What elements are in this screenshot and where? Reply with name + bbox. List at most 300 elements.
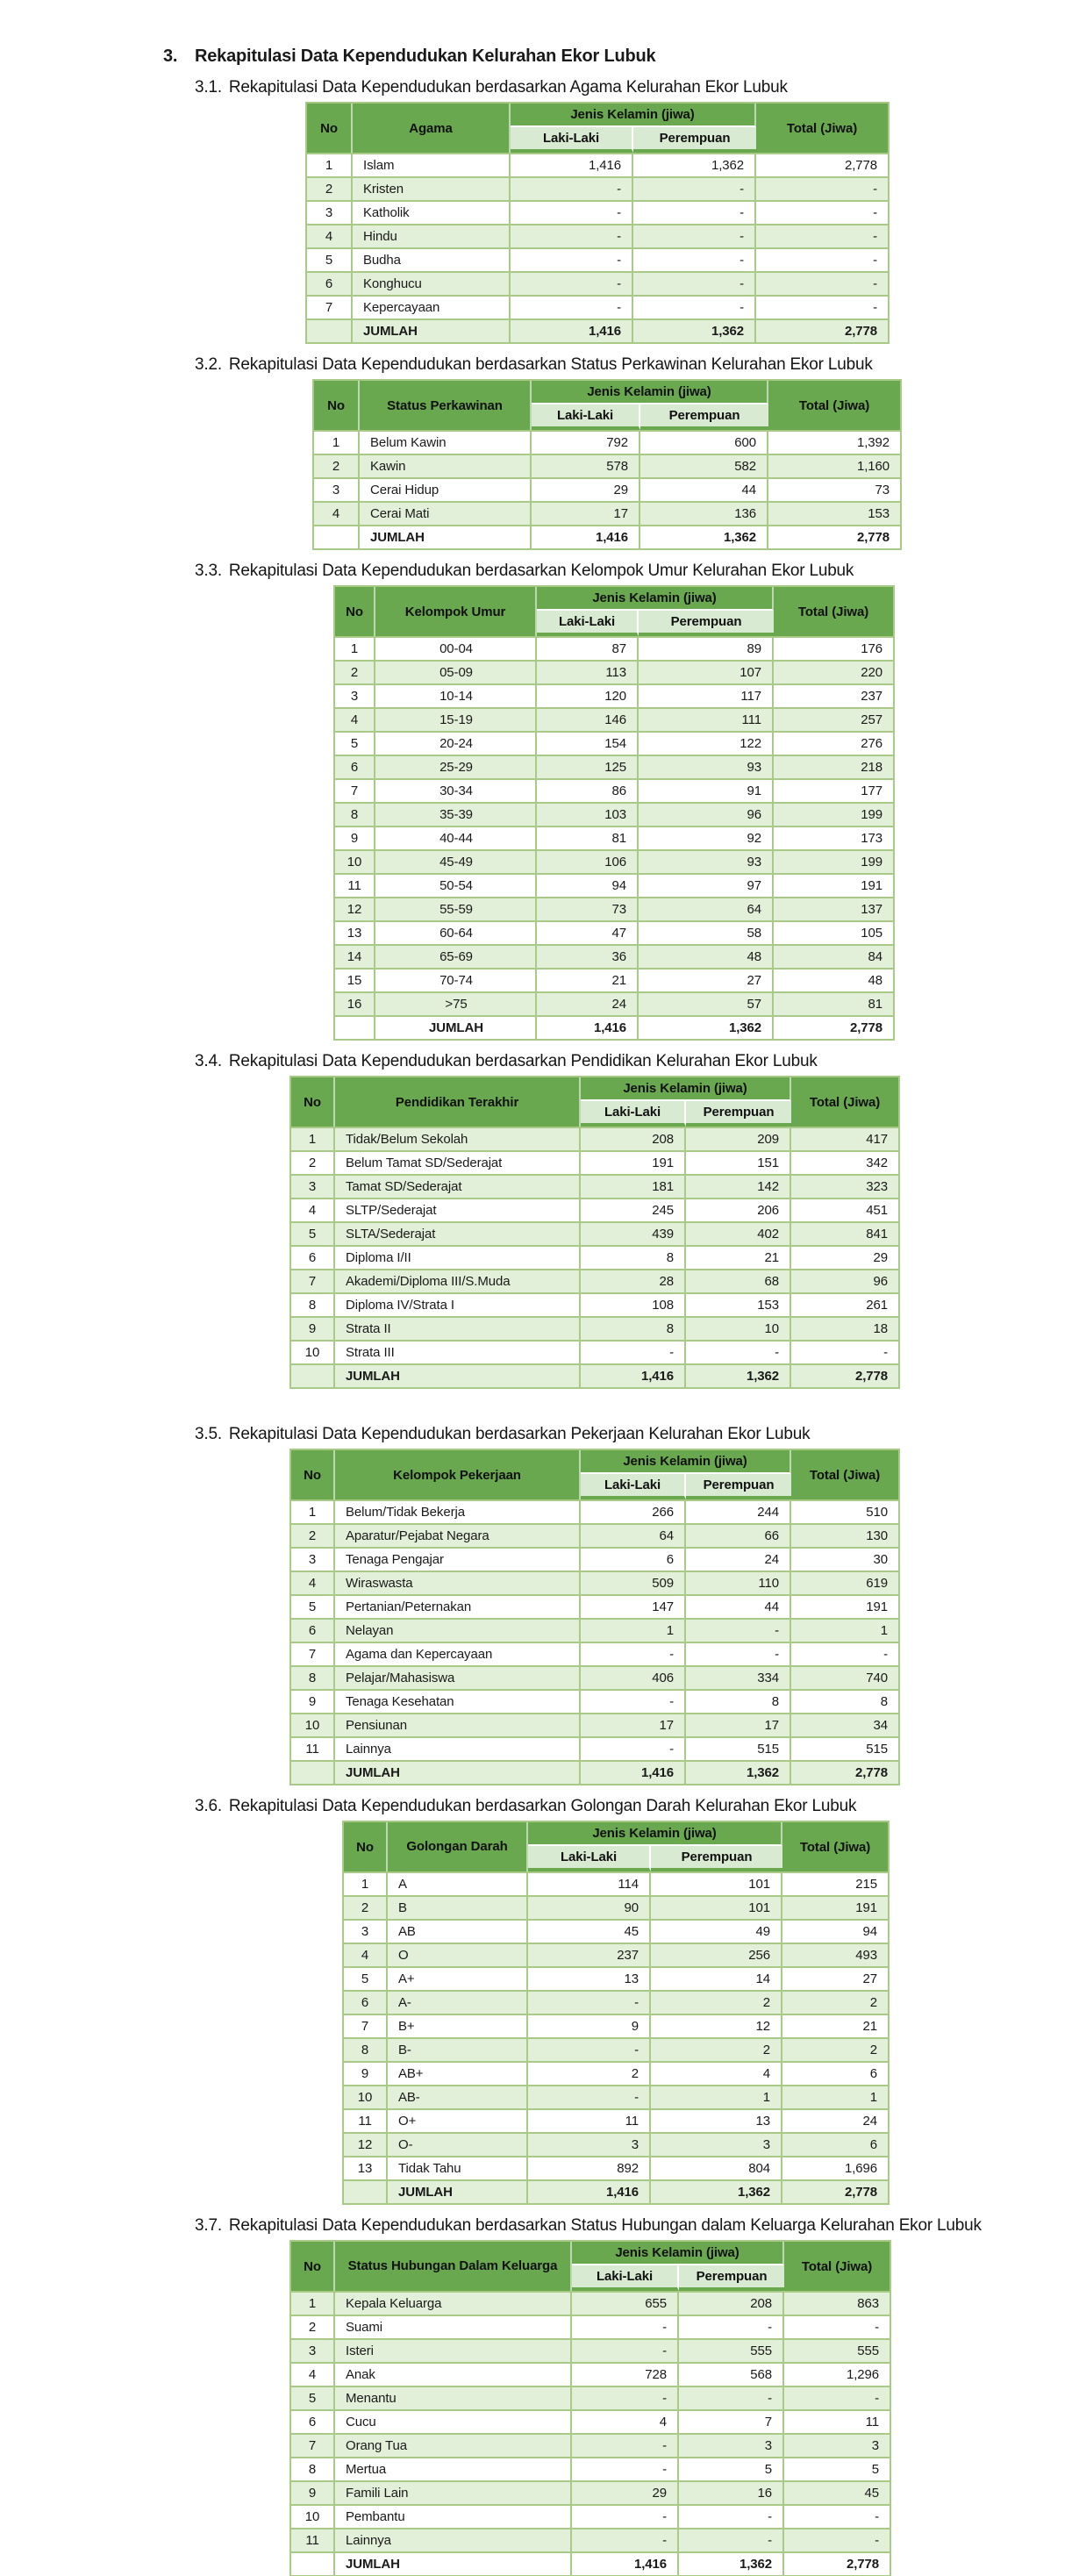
cell-total: 619	[791, 1571, 898, 1594]
table-row	[291, 1547, 898, 1571]
col-header-laki-laki: Laki-Laki	[537, 611, 639, 636]
col-header-jenis-kelamin: Jenis Kelamin (jiwa)	[581, 1450, 791, 1474]
cell-total: 105	[774, 920, 893, 944]
cell-laki-laki: -	[511, 224, 633, 247]
cell-no: 16	[335, 991, 375, 1015]
cell-perempuan: 107	[639, 660, 774, 683]
cell-laki-laki: 2	[528, 2061, 651, 2085]
cell-laki-laki: 792	[532, 430, 640, 454]
cell-no: 10	[291, 1713, 335, 1736]
cell-no	[307, 318, 353, 342]
table-row	[291, 1198, 898, 1221]
table-row	[291, 2433, 890, 2457]
col-header-perempuan: Perempuan	[686, 1101, 791, 1127]
cell-perempuan: 555	[679, 2338, 784, 2362]
table-row	[335, 920, 893, 944]
cell-category: 50-54	[375, 873, 537, 897]
table-row	[291, 1292, 898, 1316]
cell-no: 14	[335, 944, 375, 968]
cell-perempuan: 48	[639, 944, 774, 968]
table-row	[291, 1736, 898, 1760]
cell-no: 13	[335, 920, 375, 944]
col-header-jenis-kelamin: Jenis Kelamin (jiwa)	[511, 104, 756, 127]
cell-no: 4	[344, 1943, 388, 1966]
cell-no: 2	[291, 2315, 335, 2338]
col-header-jenis-kelamin: Jenis Kelamin (jiwa)	[581, 1077, 791, 1101]
cell-no: 10	[335, 849, 375, 873]
jumlah-row	[291, 1363, 898, 1387]
section-title	[195, 1424, 1086, 1444]
table-row	[291, 2528, 890, 2551]
col-header-perempuan: Perempuan	[633, 127, 756, 153]
cell-perempuan: -	[686, 1340, 791, 1363]
cell-total: 2	[782, 1990, 888, 2014]
table-row	[291, 1713, 898, 1736]
col-header-no: No	[307, 104, 353, 153]
cell-total: 21	[782, 2014, 888, 2037]
section-title	[195, 1051, 1086, 1071]
cell-perempuan: 151	[686, 1150, 791, 1174]
cell-no: 12	[335, 897, 375, 920]
cell-category: AB-	[388, 2085, 528, 2108]
table-row	[335, 683, 893, 707]
cell-total: 130	[791, 1523, 898, 1547]
col-header-perempuan: Perempuan	[640, 404, 768, 430]
cell-perempuan: 21	[686, 1245, 791, 1269]
table-header	[335, 587, 893, 636]
cell-laki-laki: 47	[537, 920, 639, 944]
cell-laki-laki: 73	[537, 897, 639, 920]
table-row	[291, 2338, 890, 2362]
cell-perempuan: 44	[686, 1594, 791, 1618]
section-title-text: Rekapitulasi Data Kependudukan berdasarkan Pekerjaan Kelurahan Ekor Lubuk	[228, 1425, 811, 1443]
cell-category: SLTP/Sederajat	[335, 1198, 581, 1221]
cell-no: 7	[307, 295, 353, 318]
cell-category: AB+	[388, 2061, 528, 2085]
cell-no: 1	[344, 1871, 388, 1895]
cell-total: -	[756, 271, 888, 295]
cell-no: 4	[314, 501, 360, 525]
table-body	[314, 430, 900, 548]
jumlah-perempuan: 1,362	[686, 1363, 791, 1387]
cell-perempuan: 142	[686, 1174, 791, 1198]
col-header-laki-laki: Laki-Laki	[511, 127, 633, 153]
cell-category: Lainnya	[335, 1736, 581, 1760]
cell-total: -	[784, 2315, 890, 2338]
cell-laki-laki: -	[572, 2528, 679, 2551]
cell-total: 191	[782, 1895, 888, 1919]
cell-perempuan: 5	[679, 2457, 784, 2480]
sections-container	[0, 77, 1086, 2576]
cell-perempuan: -	[679, 2315, 784, 2338]
cell-laki-laki: 146	[537, 707, 639, 731]
cell-no: 4	[307, 224, 353, 247]
cell-category: 25-29	[375, 755, 537, 778]
cell-laki-laki: -	[581, 1340, 686, 1363]
jumlah-perempuan: 1,362	[640, 525, 768, 548]
cell-laki-laki: -	[511, 176, 633, 200]
cell-category: 45-49	[375, 849, 537, 873]
cell-perempuan: -	[679, 2528, 784, 2551]
cell-perempuan: 1,362	[633, 153, 756, 176]
cell-category: Orang Tua	[335, 2433, 572, 2457]
cell-category: Islam	[353, 153, 511, 176]
section-title-text: Rekapitulasi Data Kependudukan berdasarkan Agama Kelurahan Ekor Lubuk	[228, 78, 788, 97]
cell-perempuan: 3	[679, 2433, 784, 2457]
cell-total: 45	[784, 2480, 890, 2504]
cell-category: Pelajar/Mahasiswa	[335, 1665, 581, 1689]
cell-perempuan: 92	[639, 826, 774, 849]
jumlah-row	[307, 318, 888, 342]
table-row	[307, 200, 888, 224]
cell-category: B+	[388, 2014, 528, 2037]
jumlah-total: 2,778	[782, 2179, 888, 2203]
cell-perempuan: 600	[640, 430, 768, 454]
cell-category: 30-34	[375, 778, 537, 802]
jumlah-laki-laki: 1,416	[537, 1015, 639, 1039]
jumlah-perempuan: 1,362	[686, 1760, 791, 1784]
cell-perempuan: -	[686, 1618, 791, 1642]
table-header	[307, 104, 888, 153]
cell-laki-laki: 3	[528, 2132, 651, 2156]
section-3-7	[0, 2215, 1086, 2576]
cell-total: 34	[791, 1713, 898, 1736]
col-header-total: Total (Jiwa)	[791, 1077, 898, 1127]
cell-category: SLTA/Sederajat	[335, 1221, 581, 1245]
jumlah-label: JUMLAH	[388, 2179, 528, 2203]
cell-perempuan: 2	[651, 2037, 782, 2061]
cell-no: 3	[314, 477, 360, 501]
cell-no: 11	[291, 1736, 335, 1760]
cell-no: 3	[291, 1174, 335, 1198]
cell-no: 10	[291, 1340, 335, 1363]
cell-laki-laki: 237	[528, 1943, 651, 1966]
cell-perempuan: 91	[639, 778, 774, 802]
cell-laki-laki: 108	[581, 1292, 686, 1316]
table-row	[335, 802, 893, 826]
cell-laki-laki: 86	[537, 778, 639, 802]
jumlah-row	[314, 525, 900, 548]
jumlah-laki-laki: 1,416	[511, 318, 633, 342]
col-header-category: Kelompok Umur	[375, 587, 537, 636]
cell-perempuan: -	[633, 176, 756, 200]
cell-laki-laki: 208	[581, 1127, 686, 1150]
cell-no: 3	[307, 200, 353, 224]
cell-total: 153	[768, 501, 900, 525]
col-header-perempuan: Perempuan	[679, 2265, 784, 2291]
cell-perempuan: 1	[651, 2085, 782, 2108]
cell-total: 323	[791, 1174, 898, 1198]
cell-laki-laki: 45	[528, 1919, 651, 1943]
table-row	[344, 1966, 888, 1990]
cell-no: 10	[291, 2504, 335, 2528]
cell-category: Akademi/Diploma III/S.Muda	[335, 1269, 581, 1292]
table-row	[291, 2291, 890, 2315]
cell-no: 5	[344, 1966, 388, 1990]
col-header-no: No	[335, 587, 375, 636]
cell-no: 2	[291, 1150, 335, 1174]
cell-perempuan: -	[633, 200, 756, 224]
cell-category: Cerai Mati	[360, 501, 532, 525]
cell-category: Kepercayaan	[353, 295, 511, 318]
table-body	[344, 1871, 888, 2203]
jumlah-perempuan: 1,362	[633, 318, 756, 342]
jumlah-total: 2,778	[784, 2551, 890, 2575]
table-row	[335, 755, 893, 778]
cell-no: 6	[291, 1245, 335, 1269]
cell-no	[291, 2551, 335, 2575]
cell-no	[291, 1760, 335, 1784]
cell-laki-laki: 154	[537, 731, 639, 755]
cell-laki-laki: 87	[537, 636, 639, 660]
col-header-laki-laki: Laki-Laki	[528, 1846, 651, 1871]
cell-total: 510	[791, 1499, 898, 1523]
section-title	[195, 561, 1086, 581]
cell-total: 81	[774, 991, 893, 1015]
cell-laki-laki: -	[528, 2037, 651, 2061]
cell-perempuan: 136	[640, 501, 768, 525]
table-header	[291, 1077, 898, 1127]
cell-category: Wiraswasta	[335, 1571, 581, 1594]
cell-laki-laki: 655	[572, 2291, 679, 2315]
cell-laki-laki: -	[581, 1689, 686, 1713]
col-header-jenis-kelamin: Jenis Kelamin (jiwa)	[572, 2242, 784, 2265]
section-3-4	[0, 1051, 1086, 1389]
cell-laki-laki: 125	[537, 755, 639, 778]
cell-total: 740	[791, 1665, 898, 1689]
table-row	[335, 826, 893, 849]
cell-perempuan: 68	[686, 1269, 791, 1292]
table-row	[291, 1618, 898, 1642]
cell-perempuan: -	[633, 247, 756, 271]
cell-no: 7	[291, 1642, 335, 1665]
table-row	[291, 2457, 890, 2480]
cell-perempuan: 101	[651, 1871, 782, 1895]
cell-category: Tidak/Belum Sekolah	[335, 1127, 581, 1150]
cell-total: 1,296	[784, 2362, 890, 2386]
cell-no	[314, 525, 360, 548]
cell-category: Aparatur/Pejabat Negara	[335, 1523, 581, 1547]
table-row	[314, 430, 900, 454]
cell-laki-laki: -	[572, 2433, 679, 2457]
cell-no	[291, 1363, 335, 1387]
cell-no: 8	[291, 1292, 335, 1316]
cell-laki-laki: -	[581, 1642, 686, 1665]
cell-perempuan: -	[679, 2504, 784, 2528]
cell-total: -	[791, 1340, 898, 1363]
cell-perempuan: 334	[686, 1665, 791, 1689]
cell-total: 1	[791, 1618, 898, 1642]
table-row	[291, 1665, 898, 1689]
cell-laki-laki: 114	[528, 1871, 651, 1895]
jumlah-total: 2,778	[756, 318, 888, 342]
cell-total: -	[784, 2504, 890, 2528]
col-header-total: Total (Jiwa)	[782, 1822, 888, 1871]
cell-perempuan: 4	[651, 2061, 782, 2085]
table-header	[291, 1450, 898, 1499]
cell-category: Strata III	[335, 1340, 581, 1363]
cell-laki-laki: -	[572, 2338, 679, 2362]
cell-laki-laki: -	[528, 2085, 651, 2108]
cell-total: 276	[774, 731, 893, 755]
section-title	[195, 77, 1086, 97]
table-row	[335, 731, 893, 755]
section-number: 3.4.	[195, 1052, 222, 1070]
cell-no: 2	[291, 1523, 335, 1547]
section-3-6	[0, 1796, 1086, 2205]
cell-no: 2	[307, 176, 353, 200]
table-row	[291, 1689, 898, 1713]
cell-no: 1	[307, 153, 353, 176]
jumlah-label: JUMLAH	[335, 2551, 572, 2575]
table-row	[291, 1127, 898, 1150]
col-header-total: Total (Jiwa)	[784, 2242, 890, 2291]
section-3-3	[0, 561, 1086, 1041]
section-number: 3.2.	[195, 355, 222, 374]
cell-laki-laki: 1	[581, 1618, 686, 1642]
section-number: 3.3.	[195, 562, 222, 580]
cell-laki-laki: -	[581, 1736, 686, 1760]
cell-no: 8	[291, 1665, 335, 1689]
cell-total: 1,696	[782, 2156, 888, 2179]
cell-laki-laki: 64	[581, 1523, 686, 1547]
cell-laki-laki: 11	[528, 2108, 651, 2132]
data-table	[289, 1449, 900, 1785]
cell-laki-laki: 29	[532, 477, 640, 501]
cell-total: 342	[791, 1150, 898, 1174]
table-row	[344, 2061, 888, 2085]
jumlah-label: JUMLAH	[375, 1015, 537, 1039]
cell-laki-laki: 36	[537, 944, 639, 968]
table-header	[344, 1822, 888, 1871]
col-header-total: Total (Jiwa)	[791, 1450, 898, 1499]
cell-total: 417	[791, 1127, 898, 1150]
cell-total: 173	[774, 826, 893, 849]
cell-laki-laki: 9	[528, 2014, 651, 2037]
cell-category: Nelayan	[335, 1618, 581, 1642]
cell-perempuan: 64	[639, 897, 774, 920]
cell-no: 2	[344, 1895, 388, 1919]
table-row	[344, 2132, 888, 2156]
cell-total: 237	[774, 683, 893, 707]
jumlah-laki-laki: 1,416	[532, 525, 640, 548]
cell-perempuan: 12	[651, 2014, 782, 2037]
cell-perempuan: 97	[639, 873, 774, 897]
jumlah-perempuan: 1,362	[639, 1015, 774, 1039]
jumlah-row	[344, 2179, 888, 2203]
col-header-perempuan: Perempuan	[651, 1846, 782, 1871]
cell-category: Budha	[353, 247, 511, 271]
table-row	[344, 2014, 888, 2037]
cell-laki-laki: 147	[581, 1594, 686, 1618]
table-row	[307, 176, 888, 200]
cell-laki-laki: 245	[581, 1198, 686, 1221]
cell-total: 2,778	[756, 153, 888, 176]
col-header-total: Total (Jiwa)	[768, 381, 900, 430]
cell-category: Diploma IV/Strata I	[335, 1292, 581, 1316]
table-row	[291, 1523, 898, 1547]
cell-category: Tamat SD/Sederajat	[335, 1174, 581, 1198]
cell-no: 9	[291, 2480, 335, 2504]
cell-category: Pensiunan	[335, 1713, 581, 1736]
cell-total: 84	[774, 944, 893, 968]
table-row	[335, 991, 893, 1015]
table-row	[344, 1871, 888, 1895]
col-header-total: Total (Jiwa)	[774, 587, 893, 636]
cell-total: 220	[774, 660, 893, 683]
cell-total: 30	[791, 1547, 898, 1571]
table-body	[291, 1499, 898, 1784]
cell-perempuan: 256	[651, 1943, 782, 1966]
table-row	[291, 1594, 898, 1618]
cell-total: 96	[791, 1269, 898, 1292]
table-row	[291, 1174, 898, 1198]
cell-perempuan: 14	[651, 1966, 782, 1990]
col-header-no: No	[291, 1450, 335, 1499]
cell-total: 73	[768, 477, 900, 501]
cell-no: 6	[291, 1618, 335, 1642]
cell-no: 12	[344, 2132, 388, 2156]
cell-perempuan: 58	[639, 920, 774, 944]
cell-category: Pertanian/Peternakan	[335, 1594, 581, 1618]
table-row	[291, 1340, 898, 1363]
cell-laki-laki: -	[511, 247, 633, 271]
cell-no: 15	[335, 968, 375, 991]
data-table	[312, 379, 902, 550]
cell-perempuan: 2	[651, 1990, 782, 2014]
col-header-laki-laki: Laki-Laki	[532, 404, 640, 430]
cell-no: 9	[291, 1689, 335, 1713]
cell-laki-laki: 24	[537, 991, 639, 1015]
cell-perempuan: 96	[639, 802, 774, 826]
cell-perempuan: 66	[686, 1523, 791, 1547]
cell-category: 65-69	[375, 944, 537, 968]
cell-category: 20-24	[375, 731, 537, 755]
cell-category: Hindu	[353, 224, 511, 247]
section-3-1	[0, 77, 1086, 344]
jumlah-row	[291, 2551, 890, 2575]
cell-category: Tenaga Pengajar	[335, 1547, 581, 1571]
cell-total: 215	[782, 1871, 888, 1895]
table-row	[307, 224, 888, 247]
col-header-category: Status Hubungan Dalam Keluarga	[335, 2242, 572, 2291]
table-row	[335, 897, 893, 920]
cell-perempuan: 244	[686, 1499, 791, 1523]
cell-laki-laki: 728	[572, 2362, 679, 2386]
table-row	[314, 501, 900, 525]
table-row	[291, 2315, 890, 2338]
cell-perempuan: -	[679, 2386, 784, 2409]
cell-laki-laki: 113	[537, 660, 639, 683]
cell-total: 493	[782, 1943, 888, 1966]
cell-laki-laki: 6	[581, 1547, 686, 1571]
cell-laki-laki: -	[572, 2504, 679, 2528]
cell-perempuan: 206	[686, 1198, 791, 1221]
table-header	[291, 2242, 890, 2291]
section-title	[195, 354, 1086, 375]
cell-no: 5	[291, 2386, 335, 2409]
cell-category: Cerai Hidup	[360, 477, 532, 501]
cell-total: 11	[784, 2409, 890, 2433]
cell-perempuan: 24	[686, 1547, 791, 1571]
cell-category: O	[388, 1943, 528, 1966]
table-row	[291, 1269, 898, 1292]
cell-category: Diploma I/II	[335, 1245, 581, 1269]
cell-laki-laki: -	[572, 2315, 679, 2338]
section-title	[195, 1796, 1086, 1816]
cell-no: 1	[335, 636, 375, 660]
cell-category: Strata II	[335, 1316, 581, 1340]
